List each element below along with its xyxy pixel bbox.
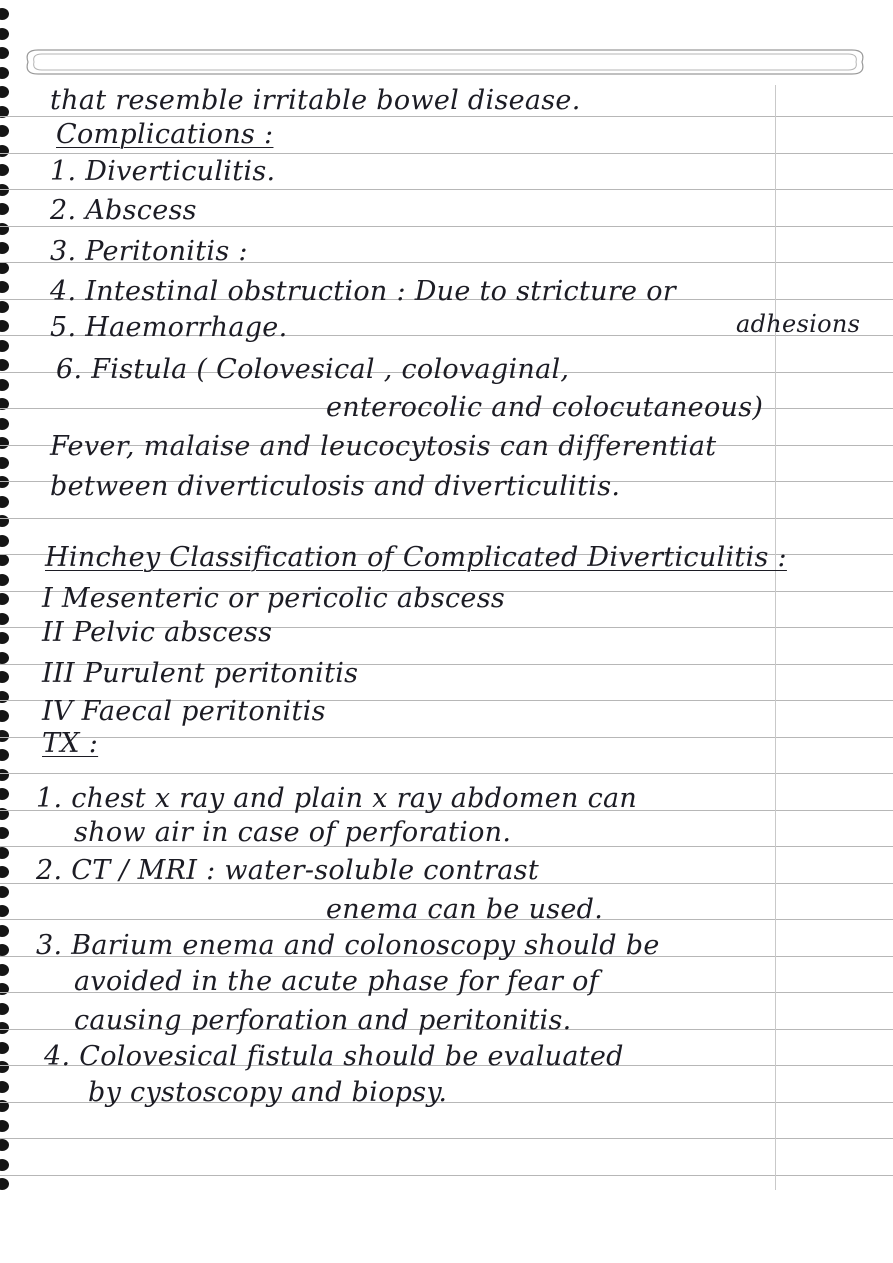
binding-hole bbox=[0, 613, 9, 625]
ruled-line bbox=[0, 1175, 893, 1176]
binding-hole bbox=[0, 827, 9, 839]
binding-hole bbox=[0, 281, 9, 293]
note-line: show air in case of perforation. bbox=[74, 817, 512, 848]
binding-hole bbox=[0, 125, 9, 137]
binding-hole bbox=[0, 242, 9, 254]
heading-treatment: TX : bbox=[42, 728, 99, 759]
note-line: that resemble irritable bowel disease. bbox=[50, 85, 581, 116]
note-line: 6. Fistula ( Colovesical , colovaginal, bbox=[56, 354, 570, 385]
binding-hole bbox=[0, 203, 9, 215]
note-line: 5. Haemorrhage. bbox=[50, 312, 288, 343]
binding-hole bbox=[0, 86, 9, 98]
binding-hole bbox=[0, 47, 9, 59]
ruled-line bbox=[0, 737, 893, 738]
binding-hole bbox=[0, 944, 9, 956]
note-line: IV Faecal peritonitis bbox=[42, 696, 326, 727]
binding-hole bbox=[0, 691, 9, 703]
note-line: III Purulent peritonitis bbox=[42, 658, 359, 689]
binding-hole bbox=[0, 905, 9, 917]
binding-hole bbox=[0, 379, 9, 391]
binding-hole bbox=[0, 1061, 9, 1073]
note-line: 4. Intestinal obstruction : Due to stricture or bbox=[50, 276, 676, 307]
binding-hole bbox=[0, 496, 9, 508]
note-line: enterocolic and colocutaneous) bbox=[326, 392, 764, 423]
note-line: II Pelvic abscess bbox=[42, 617, 273, 648]
binding-hole bbox=[0, 476, 9, 488]
binding-hole bbox=[0, 262, 9, 274]
note-line: 4. Colovesical fistula should be evaluated bbox=[44, 1041, 624, 1072]
decorative-header-band bbox=[22, 44, 868, 80]
heading-complications: Complications : bbox=[56, 119, 274, 150]
binding-hole bbox=[0, 1178, 9, 1190]
binding-hole bbox=[0, 320, 9, 332]
binding-hole bbox=[0, 164, 9, 176]
binding-hole bbox=[0, 28, 9, 40]
note-line: 2. Abscess bbox=[50, 195, 197, 226]
binding-hole bbox=[0, 1159, 9, 1171]
ruled-line bbox=[0, 153, 893, 154]
binding-hole bbox=[0, 1042, 9, 1054]
binding-hole bbox=[0, 574, 9, 586]
binding-hole bbox=[0, 1139, 9, 1151]
binding-hole bbox=[0, 749, 9, 761]
binding-hole bbox=[0, 593, 9, 605]
note-line: 3. Barium enema and colonoscopy should be bbox=[36, 930, 660, 961]
heading-hinchey-classification: Hinchey Classification of Complicated Diverticulitis : bbox=[45, 542, 787, 573]
binding-hole bbox=[0, 886, 9, 898]
binding-hole bbox=[0, 8, 9, 20]
binding-hole bbox=[0, 632, 9, 644]
note-line: by cystoscopy and biopsy. bbox=[88, 1077, 448, 1108]
binding-hole bbox=[0, 1022, 9, 1034]
ruled-line bbox=[0, 518, 893, 519]
note-line: causing perforation and peritonitis. bbox=[74, 1005, 572, 1036]
right-margin-line bbox=[775, 85, 776, 1190]
ruled-line bbox=[0, 1138, 893, 1139]
note-line: 1. Diverticulitis. bbox=[50, 156, 276, 187]
note-line: 3. Peritonitis : bbox=[50, 236, 248, 267]
note-line: avoided in the acute phase for fear of bbox=[74, 966, 599, 997]
binding-hole bbox=[0, 788, 9, 800]
binding-hole bbox=[0, 145, 9, 157]
binding-hole bbox=[0, 652, 9, 664]
binding-hole bbox=[0, 1003, 9, 1015]
binding-hole bbox=[0, 983, 9, 995]
note-line: enema can be used. bbox=[326, 894, 604, 925]
binding-hole bbox=[0, 223, 9, 235]
binding-hole bbox=[0, 418, 9, 430]
binding-hole bbox=[0, 730, 9, 742]
note-line: 2. CT / MRI : water-soluble contrast bbox=[36, 855, 539, 886]
binding-hole bbox=[0, 710, 9, 722]
ruled-line bbox=[0, 189, 893, 190]
binding-hole bbox=[0, 554, 9, 566]
note-line: between diverticulosis and diverticulitis. bbox=[50, 471, 621, 502]
note-line: I Mesenteric or pericolic abscess bbox=[42, 583, 506, 614]
ruled-line bbox=[0, 116, 893, 117]
binding-hole bbox=[0, 1120, 9, 1132]
binding-hole bbox=[0, 847, 9, 859]
binding-hole bbox=[0, 535, 9, 547]
binding-hole bbox=[0, 301, 9, 313]
binding-hole bbox=[0, 671, 9, 683]
ruled-line bbox=[0, 773, 893, 774]
binding-hole bbox=[0, 457, 9, 469]
binding-hole bbox=[0, 925, 9, 937]
binding-hole bbox=[0, 437, 9, 449]
ruled-line bbox=[0, 226, 893, 227]
note-line-aside: adhesions bbox=[736, 310, 861, 338]
binding-hole bbox=[0, 515, 9, 527]
binding-hole bbox=[0, 67, 9, 79]
binding-hole bbox=[0, 866, 9, 878]
binding-hole bbox=[0, 1081, 9, 1093]
page-bottom-margin bbox=[0, 1190, 893, 1263]
binding-hole bbox=[0, 340, 9, 352]
spiral-binding bbox=[0, 0, 14, 1190]
note-line: 1. chest x ray and plain x ray abdomen can bbox=[36, 783, 638, 814]
binding-hole bbox=[0, 184, 9, 196]
binding-hole bbox=[0, 964, 9, 976]
binding-hole bbox=[0, 359, 9, 371]
binding-hole bbox=[0, 769, 9, 781]
note-line: Fever, malaise and leucocytosis can differentiat bbox=[50, 431, 717, 462]
